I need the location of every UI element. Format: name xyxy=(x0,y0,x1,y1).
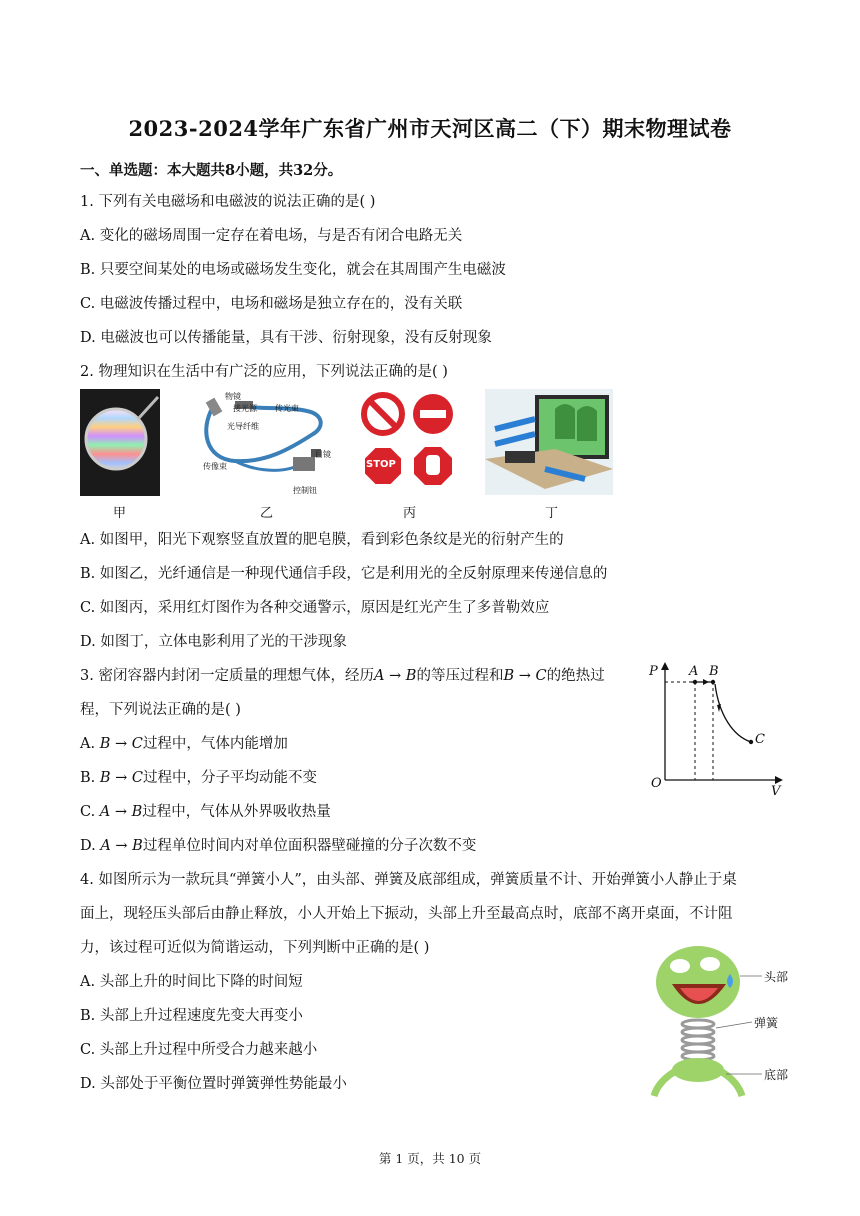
q3-stem-line1 xyxy=(80,664,605,685)
q3-b-math: B → C xyxy=(99,770,143,786)
q3-stem-part2: 的等压过程和 xyxy=(416,668,504,684)
optical-fiber-figure xyxy=(195,389,335,499)
q3-c-text: 过程中，气体从外界吸收热量 xyxy=(142,804,331,820)
q3-a-math: B → C xyxy=(99,736,143,752)
caption-ding: 丁 xyxy=(545,506,559,521)
pv-axis-v: V xyxy=(771,784,781,799)
q3-option-a: A. B → C过程中，气体内能增加 xyxy=(80,736,288,752)
q2-option-b: B. 如图乙，光纤通信是一种现代通信手段，它是利用光的全反射原理来传递信息的 xyxy=(80,566,608,582)
spring-toy-figure xyxy=(650,944,810,1104)
traffic-signs-figure xyxy=(358,389,458,494)
fiber-label-eyepiece: 目镜 xyxy=(315,450,331,459)
q3-a-text: 过程中，气体内能增加 xyxy=(142,736,288,752)
q2-option-a: A. 如图甲，阳光下观察竖直放置的肥皂膜，看到彩色条纹是光的衍射产生的 xyxy=(80,532,564,548)
q1-option-a: A. 变化的磁场周围一定存在着电场，与是否有闭合电路无关 xyxy=(80,228,463,244)
q3-option-d: D. A → B过程单位时间内对单位面积器壁碰撞的分子次数不变 xyxy=(80,838,477,854)
fiber-label-fiber: 光导纤维 xyxy=(227,422,259,431)
q3-option-b: B. B → C过程中，分子平均动能不变 xyxy=(80,770,317,786)
q3-stem-line2: 程，下列说法正确的是( ) xyxy=(80,702,241,718)
fiber-label-control-knob: 控制钮 xyxy=(293,486,317,495)
stop-sign-text: STOP xyxy=(366,459,396,470)
q3-stem-part3: 的绝热过 xyxy=(546,668,605,684)
q3-stem-math-ab: A → B xyxy=(373,668,417,684)
q4-option-c: C. 头部上升过程中所受合力越来越小 xyxy=(80,1042,318,1058)
caption-jia: 甲 xyxy=(113,506,127,521)
q4-option-b: B. 头部上升过程速度先变大再变小 xyxy=(80,1008,303,1024)
q1-stem: 1. 下列有关电磁场和电磁波的说法正确的是( ) xyxy=(80,194,376,210)
soap-film-figure xyxy=(80,389,160,496)
label-spring: 弹簧 xyxy=(754,1016,779,1030)
label-head: 头部 xyxy=(764,970,789,984)
q3-d-text: 过程单位时间内对单位面积器壁碰撞的分子次数不变 xyxy=(142,838,477,854)
section-heading: 一、单选题：本大题共8小题，共32分。 xyxy=(80,162,343,179)
q1-option-b: B. 只要空间某处的电场或磁场发生变化，就会在其周围产生电磁波 xyxy=(80,262,506,278)
pv-graph xyxy=(645,660,785,800)
q3-d-math: A → B xyxy=(100,838,143,854)
q1-option-c: C. 电磁波传播过程中，电场和磁场是独立存在的，没有关联 xyxy=(80,296,463,312)
fiber-label-light-beam: 传光束 xyxy=(275,404,299,413)
label-base: 底部 xyxy=(764,1068,789,1082)
q2-stem: 2. 物理知识在生活中有广泛的应用，下列说法正确的是( ) xyxy=(80,364,448,380)
q3-c-math: A → B xyxy=(99,804,143,820)
caption-yi: 乙 xyxy=(260,506,274,521)
q3-b-text: 过程中，分子平均动能不变 xyxy=(143,770,317,786)
pv-point-b: B xyxy=(709,664,719,679)
pv-point-c: C xyxy=(755,732,765,747)
page-footer: 第 1 页，共 10 页 xyxy=(378,1151,482,1166)
q3-stem-part1: 3. 密闭容器内封闭一定质量的理想气体，经历 xyxy=(80,668,374,684)
q1-option-d: D. 电磁波也可以传播能量，具有干涉、衍射现象，没有反射现象 xyxy=(80,330,492,346)
q2-option-c: C. 如图丙，采用红灯图作为各种交通警示，原因是红光产生了多普勒效应 xyxy=(80,600,550,616)
q4-stem-line3: 力，该过程可近似为简谐运动，下列判断中正确的是( ) xyxy=(80,940,430,956)
q4-stem-line1: 4. 如图所示为一款玩具“弹簧小人”，由头部、弹簧及底部组成，弹簧质量不计、开始弹簧小人静止于桌 xyxy=(80,872,737,888)
q4-option-d: D. 头部处于平衡位置时弹簧弹性势能最小 xyxy=(80,1076,347,1092)
fiber-label-light-source: 接光源 xyxy=(233,404,257,413)
pv-point-a: A xyxy=(689,664,699,679)
pv-origin: O xyxy=(651,776,662,791)
q2-option-d: D. 如图丁，立体电影利用了光的干涉现象 xyxy=(80,634,347,650)
q3-option-c: C. A → B过程中，气体从外界吸收热量 xyxy=(80,804,331,820)
fiber-label-objective: 物镜 xyxy=(225,392,241,401)
caption-bing: 丙 xyxy=(403,506,417,521)
page-title: 2023-2024学年广东省广州市天河区高二（下）期末物理试卷 xyxy=(128,116,732,141)
q4-option-a: A. 头部上升的时间比下降的时间短 xyxy=(80,974,303,990)
pv-axis-p: P xyxy=(649,664,658,679)
3d-movie-figure xyxy=(485,389,613,495)
q3-stem-math-bc: B → C xyxy=(503,668,547,684)
fiber-label-image-beam: 传像束 xyxy=(203,462,227,471)
q4-stem-line2: 面上，现轻压头部后由静止释放，小人开始上下振动，头部上升至最高点时，底部不离开桌面，不计阻 xyxy=(80,906,733,922)
